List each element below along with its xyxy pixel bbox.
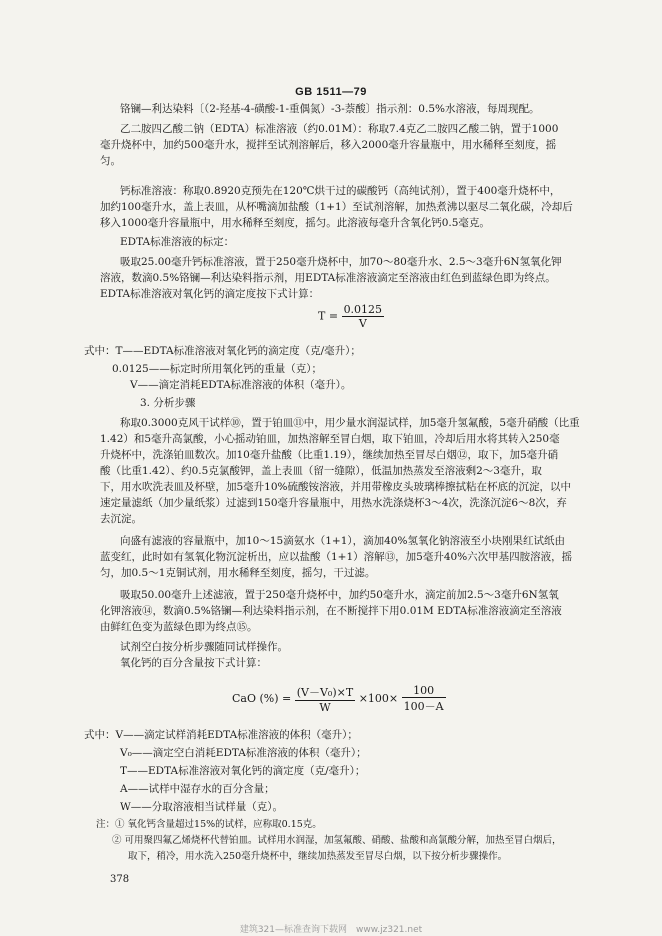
- text-line: W——分取溶液相当试样量（克）。: [120, 801, 284, 813]
- text-line: 向盛有滤液的容量瓶中，加10～15滴氨水（1+1），滴加40%氢氧化钠溶液至小块刚果红试纸由: [120, 535, 565, 547]
- numerator: 0.0125: [343, 303, 383, 316]
- text-line: 钙标准溶液：称取0.8920克预先在120℃烘干过的碳酸钙（高纯试剂），置于400毫升烧杯中，: [120, 185, 561, 197]
- text-line: 蓝变红，此时如有氢氧化物沉淀析出，应以盐酸（1+1）溶解⑬，加5毫升40%六次甲基四胺溶液，摇: [100, 551, 573, 563]
- text-line: 加约100毫升水，盖上表皿，从杯嘴滴加盐酸（1+1）至试剂溶解，加热煮沸以驱尽二氧化碳，冷却后: [100, 201, 573, 213]
- text-line: 移入1000毫升容量瓶中，用水稀释至刻度，摇匀。此溶液每毫升含氧化钙0.5毫克。: [100, 217, 490, 229]
- text-line: 式中：T——EDTA标准溶液对氧化钙的滴定度（克/毫升）；: [84, 345, 361, 357]
- text-line: 由鲜红色变为蓝绿色即为终点⑮。: [100, 621, 258, 633]
- formula-operator: ×100×: [358, 692, 399, 705]
- denominator: 100－A: [403, 700, 444, 713]
- fraction: [342, 303, 385, 330]
- denominator: V: [358, 317, 367, 330]
- text-line: 化钾溶液⑭，数滴0.5%铬镧—利达染料指示剂，在不断搅拌下用0.01M EDTA标准溶液滴定至溶液: [100, 605, 562, 617]
- text-line: 下，用水吹洗表皿及杯壁，加5毫升10%硫酸铵溶液，并用带橡皮头玻璃棒擦拭粘在杯底的沉淀，以中: [100, 481, 572, 493]
- text-line: T——EDTA标准溶液对氧化钙的滴定度（克/毫升）；: [120, 765, 366, 777]
- formula-lhs: CaO (%) =: [232, 692, 292, 705]
- formula-cao: [232, 684, 446, 714]
- formula-titer: [318, 303, 384, 330]
- note-line: 注：① 氧化钙含量超过15%的试样，应称取0.15克。: [96, 819, 322, 830]
- standard-header: GB 1511—79: [295, 86, 367, 98]
- text-line: 铬镧—利达染料〔（2-羟基-4-磺酸-1-重偶氮）-3-萘酸〕指示剂：0.5%水溶液，每周现配。: [120, 103, 540, 115]
- text-line: A——试样中湿存水的百分含量；: [120, 783, 275, 795]
- text-line: 试剂空白按分析步骤随同试样操作。: [120, 641, 288, 653]
- text-line: V——滴定消耗EDTA标准溶液的体积（毫升）。: [130, 379, 352, 391]
- text-line: 0.0125——标定时所用氧化钙的重量（克）；: [112, 363, 322, 375]
- text-line: 乙二胺四乙酸二钠（EDTA）标准溶液（约0.01M）：称取7.4克乙二胺四乙酸二钠，置于1000: [120, 123, 559, 135]
- text-line: 式中：V——滴定试样消耗EDTA标准溶液的体积（毫升）；: [84, 729, 358, 741]
- watermark-footer: 建筑321—标准查询下载网 www.jz321.net: [239, 925, 423, 935]
- text-line: 匀，加0.5～1克铜试剂，用水稀释至刻度，摇匀，干过滤。: [100, 567, 376, 579]
- text-line: 速定量滤纸（加少量纸浆）过滤到150毫升容量瓶中，用热水洗涤烧杯3～4次，洗涤沉淀6～8次，弃: [100, 497, 567, 509]
- text-line: 称取0.3000克风干试样⑩，置于铂皿⑪中，用少量水润湿试样，加5毫升氢氟酸，5毫升硝酸（比重: [120, 417, 580, 429]
- page-number: 378: [110, 874, 130, 885]
- denominator: W: [319, 701, 331, 714]
- section-heading: 3. 分析步骤: [140, 397, 196, 409]
- numerator: (V－V₀)×T: [296, 686, 354, 699]
- text-line: 匀。: [100, 155, 121, 167]
- note-line: ② 可用聚四氟乙烯烧杯代替铂皿。试样用水润湿，加氢氟酸、硝酸、盐酸和高氯酸分解，加热至冒白烟后，: [112, 835, 562, 846]
- text-line: 氧化钙的百分含量按下式计算：: [120, 657, 267, 669]
- text-line: EDTA标准溶液的标定：: [120, 236, 235, 248]
- text-line: V₀——滴定空白消耗EDTA标准溶液的体积（毫升）；: [120, 747, 367, 759]
- fraction: [402, 684, 446, 714]
- note-line: 取下，稍冷，用水洗入250毫升烧杯中，继续加热蒸发至冒尽白烟，以下按分析步骤操作。: [128, 851, 508, 862]
- text-line: 酸（比重1.42）、约0.5克氯酸钾，盖上表皿（留一缝隙），低温加热蒸发至溶液剩2～3毫升，取: [100, 465, 542, 477]
- text-line: 吸取25.00毫升钙标准溶液，置于250毫升烧杯中，加70～80毫升水、2.5～3毫升6N氢氧化钾: [120, 256, 562, 268]
- text-line: EDTA标准溶液对氧化钙的滴定度按下式计算：: [100, 288, 320, 300]
- text-line: 吸取50.00毫升上述滤液，置于250毫升烧杯中，加约50毫升水，滴定前加2.5～3毫升6N氢氧: [120, 589, 559, 601]
- text-line: 溶液，数滴0.5%铬镧—利达染料指示剂，用EDTA标准溶液滴定至溶液由红色到蓝绿色即为终点。: [100, 272, 556, 284]
- formula-lhs: T =: [318, 309, 339, 323]
- fraction: [295, 684, 355, 714]
- numerator: 100: [402, 684, 446, 698]
- text-line: 1.42）和5毫升高氯酸，小心摇动铂皿，加热溶解至冒白烟，取下铂皿，冷却后用水将其转入250毫: [100, 433, 560, 445]
- text-line: 升烧杯中，洗涤铂皿数次。加10毫升盐酸（比重1.19），继续加热至冒尽白烟⑫，取下，加5毫升硝: [100, 449, 559, 461]
- text-line: 毫升烧杯中，加约500毫升水，搅拌至试剂溶解后，移入2000毫升容量瓶中，用水稀释至刻度，摇: [100, 139, 557, 151]
- text-line: 去沉淀。: [100, 513, 142, 525]
